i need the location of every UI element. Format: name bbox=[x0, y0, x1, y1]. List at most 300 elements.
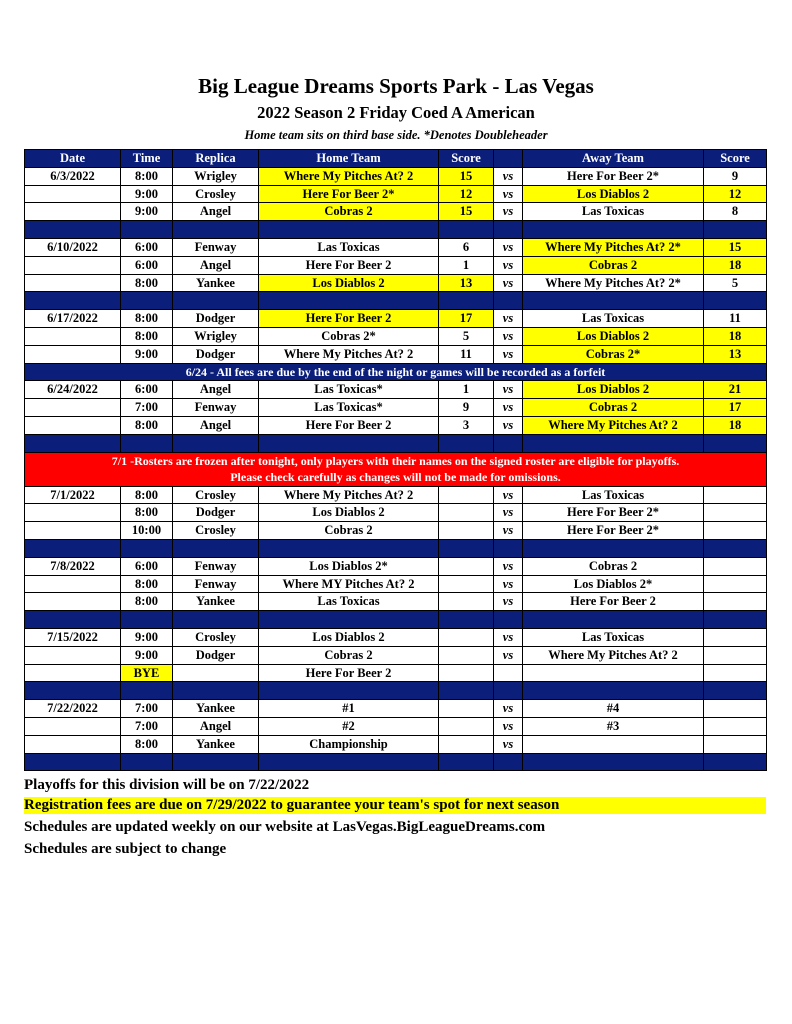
replica-cell: Fenway bbox=[173, 557, 259, 575]
vs-cell: vs bbox=[494, 256, 523, 274]
away-score-cell bbox=[704, 575, 767, 593]
time-cell: 9:00 bbox=[121, 345, 173, 363]
replica-cell: Angel bbox=[173, 717, 259, 735]
away-score-cell: 18 bbox=[704, 327, 767, 345]
game-row bbox=[25, 557, 767, 575]
vs-cell: vs bbox=[494, 238, 523, 256]
vs-cell: vs bbox=[494, 167, 523, 185]
date-cell bbox=[25, 593, 121, 611]
spacer-cell bbox=[173, 539, 259, 557]
game-row bbox=[25, 203, 767, 221]
game-row bbox=[25, 167, 767, 185]
replica-cell: Angel bbox=[173, 256, 259, 274]
date-cell bbox=[25, 327, 121, 345]
replica-cell: Fenway bbox=[173, 238, 259, 256]
away-score-cell bbox=[704, 486, 767, 504]
game-row bbox=[25, 628, 767, 646]
date-cell bbox=[25, 735, 121, 753]
vs-cell: vs bbox=[494, 735, 523, 753]
spacer-cell bbox=[259, 221, 439, 239]
time-cell: 8:00 bbox=[121, 735, 173, 753]
spacer-row bbox=[25, 292, 767, 310]
away-score-cell: 11 bbox=[704, 310, 767, 328]
game-row bbox=[25, 399, 767, 417]
date-cell: 7/1/2022 bbox=[25, 486, 121, 504]
home-team-cell: Here For Beer 2 bbox=[259, 664, 439, 682]
away-team-cell: Where My Pitches At? 2* bbox=[523, 274, 704, 292]
replica-cell: Yankee bbox=[173, 735, 259, 753]
home-team-cell: Where My Pitches At? 2 bbox=[259, 486, 439, 504]
spacer-cell bbox=[25, 434, 121, 452]
home-score-cell: 9 bbox=[439, 399, 494, 417]
replica-cell: Yankee bbox=[173, 593, 259, 611]
spacer-cell bbox=[439, 753, 494, 771]
time-cell: 9:00 bbox=[121, 628, 173, 646]
replica-cell: Crosley bbox=[173, 628, 259, 646]
spacer-cell bbox=[121, 682, 173, 700]
spacer-cell bbox=[121, 434, 173, 452]
time-cell: 8:00 bbox=[121, 486, 173, 504]
spacer-cell bbox=[439, 221, 494, 239]
table-header-row bbox=[25, 150, 767, 168]
away-score-cell: 18 bbox=[704, 416, 767, 434]
spacer-row bbox=[25, 682, 767, 700]
game-row bbox=[25, 735, 767, 753]
away-team-cell: #4 bbox=[523, 700, 704, 718]
time-cell: 8:00 bbox=[121, 167, 173, 185]
home-score-cell bbox=[439, 504, 494, 522]
home-score-cell bbox=[439, 646, 494, 664]
time-cell: 6:00 bbox=[121, 256, 173, 274]
home-score-cell: 5 bbox=[439, 327, 494, 345]
spacer-row bbox=[25, 221, 767, 239]
time-cell: 7:00 bbox=[121, 700, 173, 718]
home-team-cell: Los Diablos 2* bbox=[259, 557, 439, 575]
away-score-cell bbox=[704, 557, 767, 575]
roster-banner bbox=[25, 452, 767, 486]
home-score-cell: 6 bbox=[439, 238, 494, 256]
time-cell: 9:00 bbox=[121, 203, 173, 221]
date-cell bbox=[25, 646, 121, 664]
vs-cell: vs bbox=[494, 185, 523, 203]
replica-cell: Yankee bbox=[173, 274, 259, 292]
time-cell: 6:00 bbox=[121, 238, 173, 256]
spacer-cell bbox=[523, 682, 704, 700]
home-score-cell bbox=[439, 628, 494, 646]
away-team-cell: #3 bbox=[523, 717, 704, 735]
date-cell bbox=[25, 717, 121, 735]
replica-cell: Fenway bbox=[173, 399, 259, 417]
roster-banner-row bbox=[25, 452, 767, 486]
vs-cell: vs bbox=[494, 345, 523, 363]
spacer-cell bbox=[523, 753, 704, 771]
vs-cell: vs bbox=[494, 274, 523, 292]
registration-note: Registration fees are due on 7/29/2022 to guarantee your team's spot for next season bbox=[24, 797, 766, 814]
home-team-cell: Here For Beer 2 bbox=[259, 310, 439, 328]
game-row bbox=[25, 274, 767, 292]
spacer-row bbox=[25, 434, 767, 452]
away-team-cell: Los Diablos 2 bbox=[523, 381, 704, 399]
home-score-cell bbox=[439, 664, 494, 682]
game-row bbox=[25, 310, 767, 328]
col-away-score-header: Score bbox=[704, 150, 767, 168]
time-cell: BYE bbox=[121, 664, 173, 682]
fees-notice-row bbox=[25, 363, 767, 381]
date-cell: 7/22/2022 bbox=[25, 700, 121, 718]
spacer-row bbox=[25, 539, 767, 557]
vs-cell bbox=[494, 664, 523, 682]
replica-cell: Wrigley bbox=[173, 167, 259, 185]
spacer-cell bbox=[439, 682, 494, 700]
replica-cell: Fenway bbox=[173, 575, 259, 593]
away-team-cell: Las Toxicas bbox=[523, 310, 704, 328]
spacer-cell bbox=[704, 434, 767, 452]
vs-cell: vs bbox=[494, 557, 523, 575]
game-row bbox=[25, 522, 767, 540]
time-cell: 8:00 bbox=[121, 274, 173, 292]
away-team-cell: Las Toxicas bbox=[523, 486, 704, 504]
replica-cell: Dodger bbox=[173, 646, 259, 664]
spacer-cell bbox=[494, 753, 523, 771]
away-team-cell: Los Diablos 2* bbox=[523, 575, 704, 593]
spacer-cell bbox=[523, 611, 704, 629]
roster-banner-line: 7/1 -Rosters are frozen after tonight, only players with their names on the signed roster are eligible for playoffs. bbox=[111, 453, 680, 468]
spacer-cell bbox=[25, 753, 121, 771]
away-team-cell: Las Toxicas bbox=[523, 203, 704, 221]
home-team-note: Home team sits on third base side. *Denotes Doubleheader bbox=[244, 128, 548, 142]
spacer-cell bbox=[439, 611, 494, 629]
roster-banner-line: Please check carefully as changes will not be made for omissions. bbox=[230, 470, 561, 485]
away-score-cell: 5 bbox=[704, 274, 767, 292]
away-score-cell bbox=[704, 628, 767, 646]
vs-cell: vs bbox=[494, 399, 523, 417]
website-note: Schedules are updated weekly on our website at LasVegas.BigLeagueDreams.com bbox=[24, 819, 546, 835]
col-home-score-header: Score bbox=[439, 150, 494, 168]
col-time-header: Time bbox=[121, 150, 173, 168]
away-team-cell: Here For Beer 2 bbox=[523, 593, 704, 611]
home-score-cell: 12 bbox=[439, 185, 494, 203]
time-cell: 8:00 bbox=[121, 327, 173, 345]
spacer-cell bbox=[173, 434, 259, 452]
home-team-cell: Cobras 2 bbox=[259, 646, 439, 664]
away-team-cell: Here For Beer 2* bbox=[523, 167, 704, 185]
away-score-cell: 8 bbox=[704, 203, 767, 221]
home-score-cell bbox=[439, 557, 494, 575]
replica-cell: Wrigley bbox=[173, 327, 259, 345]
time-cell: 8:00 bbox=[121, 593, 173, 611]
spacer-cell bbox=[523, 434, 704, 452]
spacer-cell bbox=[25, 611, 121, 629]
spacer-cell bbox=[494, 434, 523, 452]
away-score-cell: 9 bbox=[704, 167, 767, 185]
home-team-cell: Here For Beer 2 bbox=[259, 416, 439, 434]
away-score-cell bbox=[704, 522, 767, 540]
spacer-cell bbox=[173, 292, 259, 310]
game-row bbox=[25, 593, 767, 611]
away-score-cell: 18 bbox=[704, 256, 767, 274]
spacer-cell bbox=[704, 221, 767, 239]
date-cell: 6/17/2022 bbox=[25, 310, 121, 328]
vs-cell: vs bbox=[494, 504, 523, 522]
away-team-cell: Cobras 2 bbox=[523, 557, 704, 575]
vs-cell: vs bbox=[494, 575, 523, 593]
home-team-cell: Las Toxicas bbox=[259, 238, 439, 256]
away-team-cell: Here For Beer 2* bbox=[523, 504, 704, 522]
game-row bbox=[25, 256, 767, 274]
spacer-cell bbox=[259, 611, 439, 629]
spacer-cell bbox=[523, 221, 704, 239]
game-row bbox=[25, 238, 767, 256]
game-row bbox=[25, 717, 767, 735]
date-cell: 7/15/2022 bbox=[25, 628, 121, 646]
spacer-cell bbox=[704, 753, 767, 771]
home-team-cell: Las Toxicas* bbox=[259, 399, 439, 417]
spacer-cell bbox=[704, 539, 767, 557]
schedule-body bbox=[25, 167, 767, 771]
spacer-cell bbox=[259, 753, 439, 771]
vs-cell: vs bbox=[494, 646, 523, 664]
home-score-cell: 13 bbox=[439, 274, 494, 292]
change-note: Schedules are subject to change bbox=[24, 841, 227, 857]
col-date-header: Date bbox=[25, 150, 121, 168]
date-cell bbox=[25, 416, 121, 434]
vs-cell: vs bbox=[494, 717, 523, 735]
date-cell: 6/24/2022 bbox=[25, 381, 121, 399]
home-score-cell bbox=[439, 575, 494, 593]
time-cell: 7:00 bbox=[121, 717, 173, 735]
vs-cell: vs bbox=[494, 381, 523, 399]
replica-cell: Angel bbox=[173, 381, 259, 399]
game-row bbox=[25, 416, 767, 434]
spacer-cell bbox=[439, 434, 494, 452]
game-row bbox=[25, 327, 767, 345]
replica-cell bbox=[173, 664, 259, 682]
away-team-cell: Cobras 2* bbox=[523, 345, 704, 363]
home-team-cell: Los Diablos 2 bbox=[259, 628, 439, 646]
away-score-cell: 15 bbox=[704, 238, 767, 256]
spacer-cell bbox=[523, 539, 704, 557]
spacer-cell bbox=[494, 611, 523, 629]
spacer-cell bbox=[173, 611, 259, 629]
page-title: Big League Dreams Sports Park - Las Vegas bbox=[198, 74, 594, 98]
vs-cell: vs bbox=[494, 327, 523, 345]
home-team-cell: Where My Pitches At? 2 bbox=[259, 167, 439, 185]
home-team-cell: Las Toxicas bbox=[259, 593, 439, 611]
spacer-cell bbox=[121, 611, 173, 629]
game-row bbox=[25, 700, 767, 718]
spacer-cell bbox=[259, 682, 439, 700]
spacer-row bbox=[25, 753, 767, 771]
time-cell: 8:00 bbox=[121, 504, 173, 522]
date-cell bbox=[25, 664, 121, 682]
vs-cell: vs bbox=[494, 486, 523, 504]
game-row bbox=[25, 185, 767, 203]
away-score-cell: 17 bbox=[704, 399, 767, 417]
spacer-cell bbox=[259, 434, 439, 452]
home-team-cell: Cobras 2* bbox=[259, 327, 439, 345]
home-team-cell: Here For Beer 2* bbox=[259, 185, 439, 203]
game-row bbox=[25, 575, 767, 593]
spacer-cell bbox=[173, 753, 259, 771]
date-cell bbox=[25, 185, 121, 203]
spacer-cell bbox=[523, 292, 704, 310]
game-row bbox=[25, 345, 767, 363]
home-team-cell: Cobras 2 bbox=[259, 203, 439, 221]
vs-cell: vs bbox=[494, 203, 523, 221]
date-cell bbox=[25, 504, 121, 522]
vs-cell: vs bbox=[494, 593, 523, 611]
away-score-cell bbox=[704, 700, 767, 718]
vs-cell: vs bbox=[494, 310, 523, 328]
replica-cell: Dodger bbox=[173, 345, 259, 363]
away-team-cell: Cobras 2 bbox=[523, 256, 704, 274]
replica-cell: Crosley bbox=[173, 185, 259, 203]
away-score-cell: 21 bbox=[704, 381, 767, 399]
game-row bbox=[25, 504, 767, 522]
away-score-cell bbox=[704, 664, 767, 682]
away-team-cell: Where My Pitches At? 2 bbox=[523, 416, 704, 434]
game-row bbox=[25, 646, 767, 664]
spacer-row bbox=[25, 611, 767, 629]
replica-cell: Dodger bbox=[173, 504, 259, 522]
page-subtitle: 2022 Season 2 Friday Coed A American bbox=[257, 103, 535, 122]
home-score-cell bbox=[439, 735, 494, 753]
spacer-cell bbox=[25, 221, 121, 239]
date-cell bbox=[25, 575, 121, 593]
time-cell: 7:00 bbox=[121, 399, 173, 417]
spacer-cell bbox=[259, 292, 439, 310]
home-team-cell: #2 bbox=[259, 717, 439, 735]
replica-cell: Dodger bbox=[173, 310, 259, 328]
vs-cell: vs bbox=[494, 628, 523, 646]
away-team-cell: Los Diablos 2 bbox=[523, 327, 704, 345]
spacer-cell bbox=[439, 292, 494, 310]
date-cell bbox=[25, 256, 121, 274]
home-score-cell bbox=[439, 486, 494, 504]
home-score-cell: 15 bbox=[439, 167, 494, 185]
spacer-cell bbox=[173, 682, 259, 700]
away-score-cell: 12 bbox=[704, 185, 767, 203]
away-team-cell: Las Toxicas bbox=[523, 628, 704, 646]
spacer-cell bbox=[25, 292, 121, 310]
spacer-cell bbox=[494, 221, 523, 239]
playoffs-note: Playoffs for this division will be on 7/22/2022 bbox=[24, 777, 310, 793]
home-team-cell: Los Diablos 2 bbox=[259, 274, 439, 292]
replica-cell: Yankee bbox=[173, 700, 259, 718]
replica-cell: Angel bbox=[173, 416, 259, 434]
home-team-cell: Where My Pitches At? 2 bbox=[259, 345, 439, 363]
col-vs-header bbox=[494, 150, 523, 168]
away-team-cell bbox=[523, 735, 704, 753]
spacer-cell bbox=[173, 221, 259, 239]
game-row bbox=[25, 664, 767, 682]
away-team-cell: Cobras 2 bbox=[523, 399, 704, 417]
fees-notice: 6/24 - All fees are due by the end of the night or games will be recorded as a forfeit bbox=[25, 363, 767, 381]
away-team-cell: Los Diablos 2 bbox=[523, 185, 704, 203]
date-cell bbox=[25, 274, 121, 292]
spacer-cell bbox=[704, 682, 767, 700]
col-home-team-header: Home Team bbox=[259, 150, 439, 168]
away-team-cell: Where My Pitches At? 2* bbox=[523, 238, 704, 256]
home-team-cell: #1 bbox=[259, 700, 439, 718]
spacer-cell bbox=[704, 292, 767, 310]
spacer-cell bbox=[439, 539, 494, 557]
spacer-cell bbox=[121, 753, 173, 771]
away-team-cell: Here For Beer 2* bbox=[523, 522, 704, 540]
home-score-cell bbox=[439, 717, 494, 735]
date-cell: 7/8/2022 bbox=[25, 557, 121, 575]
replica-cell: Angel bbox=[173, 203, 259, 221]
replica-cell: Crosley bbox=[173, 486, 259, 504]
time-cell: 6:00 bbox=[121, 557, 173, 575]
date-cell: 6/3/2022 bbox=[25, 167, 121, 185]
vs-cell: vs bbox=[494, 416, 523, 434]
date-cell: 6/10/2022 bbox=[25, 238, 121, 256]
home-score-cell bbox=[439, 593, 494, 611]
away-team-cell bbox=[523, 664, 704, 682]
spacer-cell bbox=[121, 221, 173, 239]
home-score-cell: 11 bbox=[439, 345, 494, 363]
schedule-table bbox=[24, 149, 767, 771]
home-score-cell: 15 bbox=[439, 203, 494, 221]
spacer-cell bbox=[494, 292, 523, 310]
date-cell bbox=[25, 399, 121, 417]
time-cell: 8:00 bbox=[121, 575, 173, 593]
time-cell: 9:00 bbox=[121, 646, 173, 664]
time-cell: 8:00 bbox=[121, 310, 173, 328]
home-score-cell: 1 bbox=[439, 256, 494, 274]
home-score-cell: 3 bbox=[439, 416, 494, 434]
spacer-cell bbox=[25, 682, 121, 700]
away-team-cell: Where My Pitches At? 2 bbox=[523, 646, 704, 664]
spacer-cell bbox=[259, 539, 439, 557]
spacer-cell bbox=[494, 539, 523, 557]
spacer-cell bbox=[25, 539, 121, 557]
col-replica-header: Replica bbox=[173, 150, 259, 168]
home-score-cell bbox=[439, 700, 494, 718]
time-cell: 8:00 bbox=[121, 416, 173, 434]
away-score-cell bbox=[704, 735, 767, 753]
home-team-cell: Los Diablos 2 bbox=[259, 504, 439, 522]
home-score-cell: 17 bbox=[439, 310, 494, 328]
spacer-cell bbox=[121, 292, 173, 310]
spacer-cell bbox=[494, 682, 523, 700]
vs-cell: vs bbox=[494, 522, 523, 540]
spacer-cell bbox=[121, 539, 173, 557]
home-team-cell: Where MY Pitches At? 2 bbox=[259, 575, 439, 593]
away-score-cell bbox=[704, 717, 767, 735]
date-cell bbox=[25, 345, 121, 363]
time-cell: 6:00 bbox=[121, 381, 173, 399]
replica-cell: Crosley bbox=[173, 522, 259, 540]
home-score-cell: 1 bbox=[439, 381, 494, 399]
time-cell: 10:00 bbox=[121, 522, 173, 540]
col-away-team-header: Away Team bbox=[523, 150, 704, 168]
home-team-cell: Championship bbox=[259, 735, 439, 753]
home-score-cell bbox=[439, 522, 494, 540]
spacer-cell bbox=[704, 611, 767, 629]
away-score-cell: 13 bbox=[704, 345, 767, 363]
vs-cell: vs bbox=[494, 700, 523, 718]
away-score-cell bbox=[704, 646, 767, 664]
date-cell bbox=[25, 522, 121, 540]
game-row bbox=[25, 486, 767, 504]
away-score-cell bbox=[704, 593, 767, 611]
game-row bbox=[25, 381, 767, 399]
home-team-cell: Las Toxicas* bbox=[259, 381, 439, 399]
away-score-cell bbox=[704, 504, 767, 522]
home-team-cell: Cobras 2 bbox=[259, 522, 439, 540]
